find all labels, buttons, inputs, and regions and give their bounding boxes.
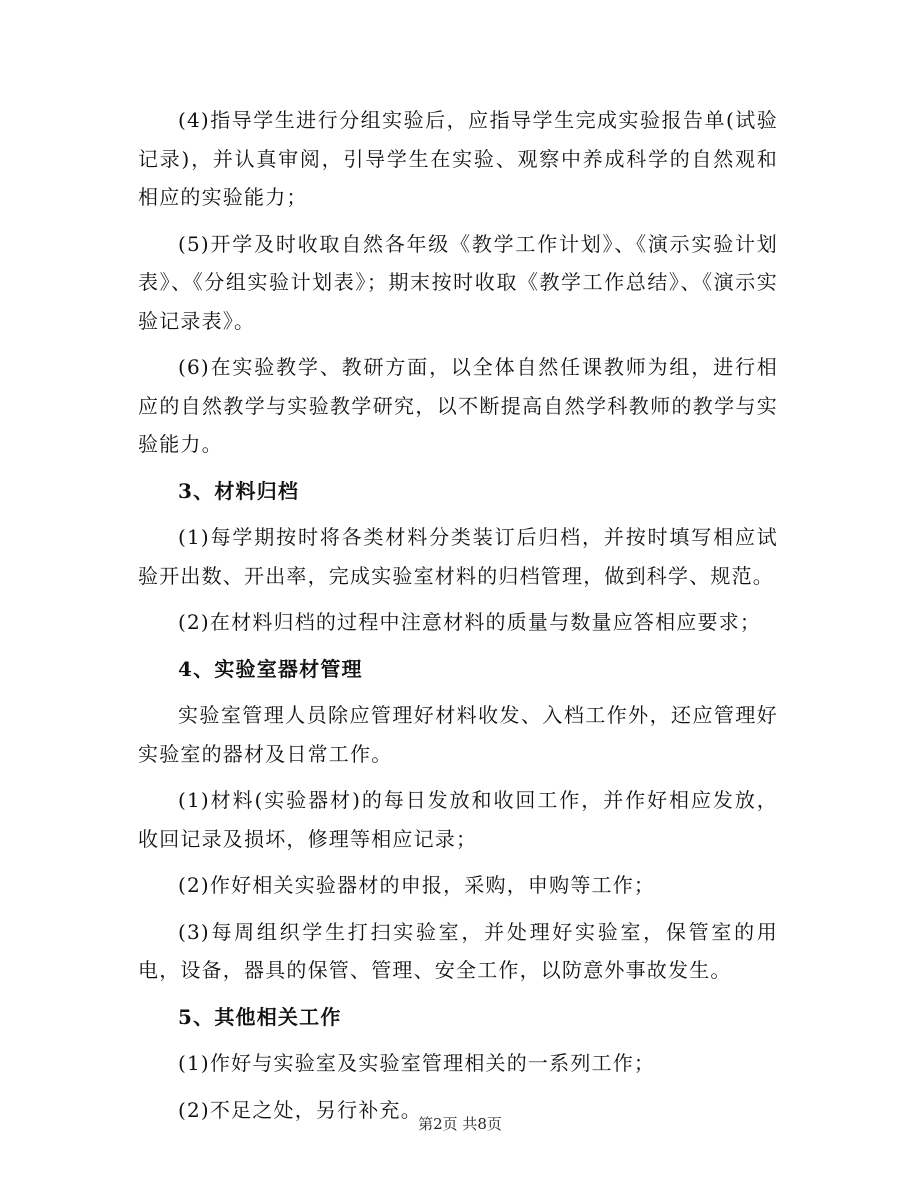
paragraph-item-6: (6)在实验教学、教研方面，以全体自然任课教师为组，进行相应的自然教学与实验教学研究，以不断提高自然学科教师的教学与实验能力。	[138, 355, 778, 456]
paragraph-archive-1: (1)每学期按时将各类材料分类装订后归档，并按时填写相应试验开出数、开出率，完成实验室材料的归档管理，做到科学、规范。	[138, 525, 778, 588]
paragraph-equipment-1: (1)材料(实验器材)的每日发放和收回工作，并作好相应发放，收回记录及损坏，修理等相应记录；	[138, 788, 778, 851]
document-body	[138, 101, 778, 1137]
paragraph-other-1: (1)作好与实验室及实验室管理相关的一系列工作；	[178, 1051, 656, 1075]
paragraph-equipment-intro: 实验室管理人员除应管理好材料收发、入档工作外，还应管理好实验室的器材及日常工作。	[138, 703, 778, 766]
page-number-footer: 第2页 共8页	[418, 1115, 502, 1133]
paragraph-equipment-2: (2)作好相关实验器材的申报，采购，申购等工作；	[178, 873, 656, 897]
section-heading-materials-archive: 3、材料归档	[178, 478, 300, 503]
paragraph-item-4: (4)指导学生进行分组实验后，应指导学生完成实验报告单(试验记录)，并认真审阅，引导学生在实验、观察中养成科学的自然观和相应的实验能力；	[138, 108, 778, 209]
paragraph-archive-2: (2)在材料归档的过程中注意材料的质量与数量应答相应要求；	[178, 610, 762, 634]
section-heading-lab-equipment: 4、实验室器材管理	[178, 656, 363, 681]
paragraph-other-2: (2)不足之处，另行补充。	[178, 1097, 422, 1122]
paragraph-item-5: (5)开学及时收取自然各年级《教学工作计划》、《演示实验计划表》、《分组实验计划表》；期末按时收取《教学工作总结》、《演示实验记录表》。	[138, 231, 778, 333]
section-heading-other-work: 5、其他相关工作	[178, 1004, 342, 1029]
paragraph-equipment-3: (3)每周组织学生打扫实验室，并处理好实验室，保管室的用电，设备，器具的保管、管理、安全工作，以防意外事故发生。	[138, 919, 778, 982]
